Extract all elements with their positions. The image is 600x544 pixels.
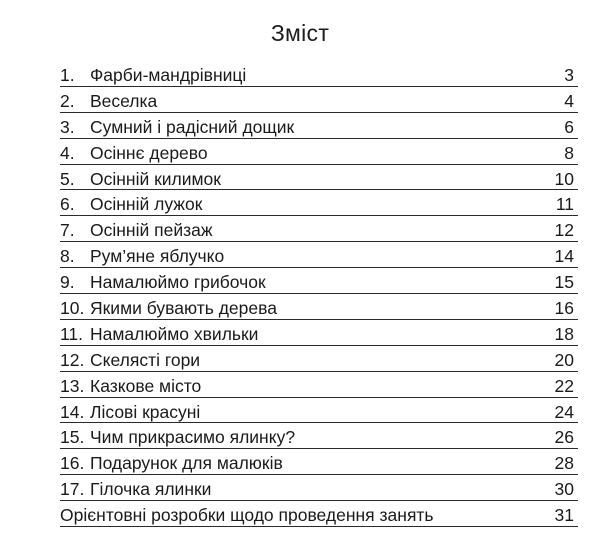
toc-entry-title: Орієнтовні розробки щодо проведення занять	[60, 505, 434, 526]
toc-entry-title: Осінній пейзаж	[90, 220, 213, 241]
toc-entry-number: 6.	[60, 194, 75, 215]
toc-entry-title: Гілочка ялинки	[90, 479, 212, 500]
toc-entry	[60, 244, 578, 270]
toc-entry-title: Осінній лужок	[90, 194, 203, 215]
toc-entry-page: 30	[554, 479, 574, 500]
toc-entry-page: 12	[554, 220, 574, 241]
toc-entry-title: Намалюймо хвильки	[90, 323, 259, 344]
toc-entry-page: 16	[554, 298, 574, 319]
toc-entry	[60, 477, 578, 503]
table-of-contents	[60, 63, 578, 529]
toc-entry-title: Подарунок для малюків	[90, 453, 283, 474]
toc-entry	[60, 425, 578, 451]
toc-entry-title: Якими бувають дерева	[90, 298, 277, 319]
toc-entry-page: 31	[554, 505, 574, 526]
toc-entry-title: Лісові красуні	[90, 401, 201, 422]
toc-entry-page: 18	[554, 323, 574, 344]
toc-entry-page: 20	[554, 349, 574, 370]
toc-entry-page: 15	[554, 272, 574, 293]
toc-entry-page: 6	[564, 116, 574, 137]
toc-entry-final	[60, 503, 578, 529]
toc-entry-number: 14.	[60, 401, 85, 422]
toc-entry-title: Фарби-мандрівниці	[90, 65, 247, 85]
toc-entry	[60, 115, 578, 141]
toc-entry	[60, 322, 578, 348]
toc-entry-number: 2.	[60, 90, 75, 111]
toc-entry	[60, 63, 578, 89]
toc-entry-number: 11.	[60, 323, 84, 344]
toc-entry-number: 8.	[60, 246, 75, 267]
toc-entry-title: Намалюймо грибочок	[90, 272, 266, 293]
toc-entry-title: Казкове місто	[90, 375, 202, 396]
toc-entry-page: 22	[554, 375, 574, 396]
toc-entry-number: 16.	[60, 453, 85, 474]
toc-entry-number: 7.	[60, 220, 75, 241]
toc-entry-page: 4	[564, 90, 574, 111]
toc-entry-number: 10.	[60, 298, 85, 319]
toc-entry	[60, 89, 578, 115]
toc-entry	[60, 218, 578, 244]
toc-entry	[60, 348, 578, 374]
toc-entry-number: 15.	[60, 427, 85, 448]
toc-entry-number: 1.	[60, 65, 75, 85]
toc-entry-page: 8	[564, 142, 574, 163]
toc-entry-number: 17.	[60, 479, 85, 500]
toc-entry	[60, 374, 578, 400]
toc-entry-page: 28	[554, 453, 574, 474]
toc-entry-number: 12.	[60, 349, 85, 370]
toc-entry-number: 4.	[60, 142, 75, 163]
toc-entry-page: 10	[554, 168, 574, 189]
toc-entry	[60, 270, 578, 296]
toc-entry-title: Рум’яне яблучко	[90, 246, 225, 267]
toc-entry-page: 24	[554, 401, 574, 422]
toc-entry	[60, 167, 578, 193]
toc-entry-page: 14	[554, 246, 574, 267]
toc-entry	[60, 451, 578, 477]
toc-entry-number: 3.	[60, 116, 75, 137]
page-title: Зміст	[270, 20, 330, 46]
toc-entry-number: 5.	[60, 168, 75, 189]
toc-entry	[60, 296, 578, 322]
toc-entry-title: Веселка	[90, 90, 158, 111]
toc-entry-title: Скелясті гори	[90, 349, 201, 370]
toc-entry-page: 11	[555, 194, 574, 215]
toc-entry-number: 13.	[60, 375, 85, 396]
toc-entry-title: Осіннє дерево	[90, 142, 208, 163]
toc-entry-title: Осінній килимок	[90, 168, 221, 189]
toc-entry	[60, 141, 578, 167]
toc-entry	[60, 192, 578, 218]
toc-entry-title: Чим прикрасимо ялинку?	[90, 427, 296, 448]
toc-entry-number: 9.	[60, 272, 75, 293]
toc-entry-page: 3	[564, 65, 574, 85]
toc-entry-page: 26	[554, 427, 574, 448]
toc-entry	[60, 400, 578, 426]
toc-entry-title: Сумний і радісний дощик	[90, 116, 295, 137]
